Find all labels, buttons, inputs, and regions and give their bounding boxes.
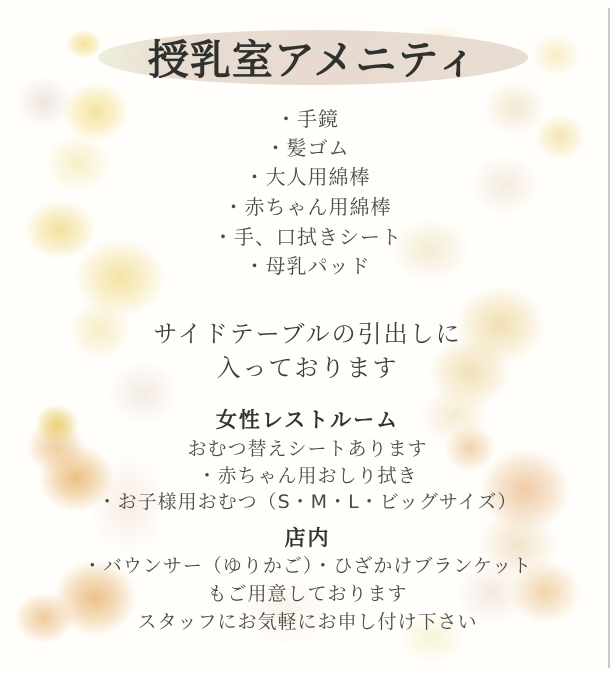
restroom-heading: 女性レストルーム <box>215 408 400 432</box>
page-title: 授乳室アメニティ <box>147 36 479 84</box>
amenity-item-wipe-sheets: ・手、口拭きシート <box>213 225 402 249</box>
note-line-2: 入っております <box>216 354 399 382</box>
note-line-1: サイドテーブルの引出しに <box>153 320 462 348</box>
amenity-item-hair-tie: ・髪ゴム <box>265 136 350 160</box>
restroom-line-babywipes: ・赤ちゃん用おしり拭き <box>197 465 418 487</box>
restroom-line-diapers: ・お子様用おむつ（S・M・L・ビッグサイズ） <box>97 491 518 513</box>
amenity-item-baby-swabs: ・赤ちゃん用綿棒 <box>223 195 392 219</box>
store-heading: 店内 <box>284 526 331 550</box>
restroom-line-changing: おむつ替えシートあります <box>187 438 428 460</box>
store-line-ask-staff: スタッフにお気軽にお申し付け下さい <box>137 611 478 633</box>
amenity-item-hand-mirror: ・手鏡 <box>276 107 339 131</box>
store-line-bouncer: ・バウンサー（ゆりかご）・ひざかけブランケット <box>82 555 533 577</box>
store-line-available: もご用意しております <box>207 583 408 605</box>
amenity-item-adult-swabs: ・大人用綿棒 <box>244 165 371 189</box>
title-banner <box>98 30 528 85</box>
amenity-item-nursing-pads: ・母乳パッド <box>244 254 371 278</box>
